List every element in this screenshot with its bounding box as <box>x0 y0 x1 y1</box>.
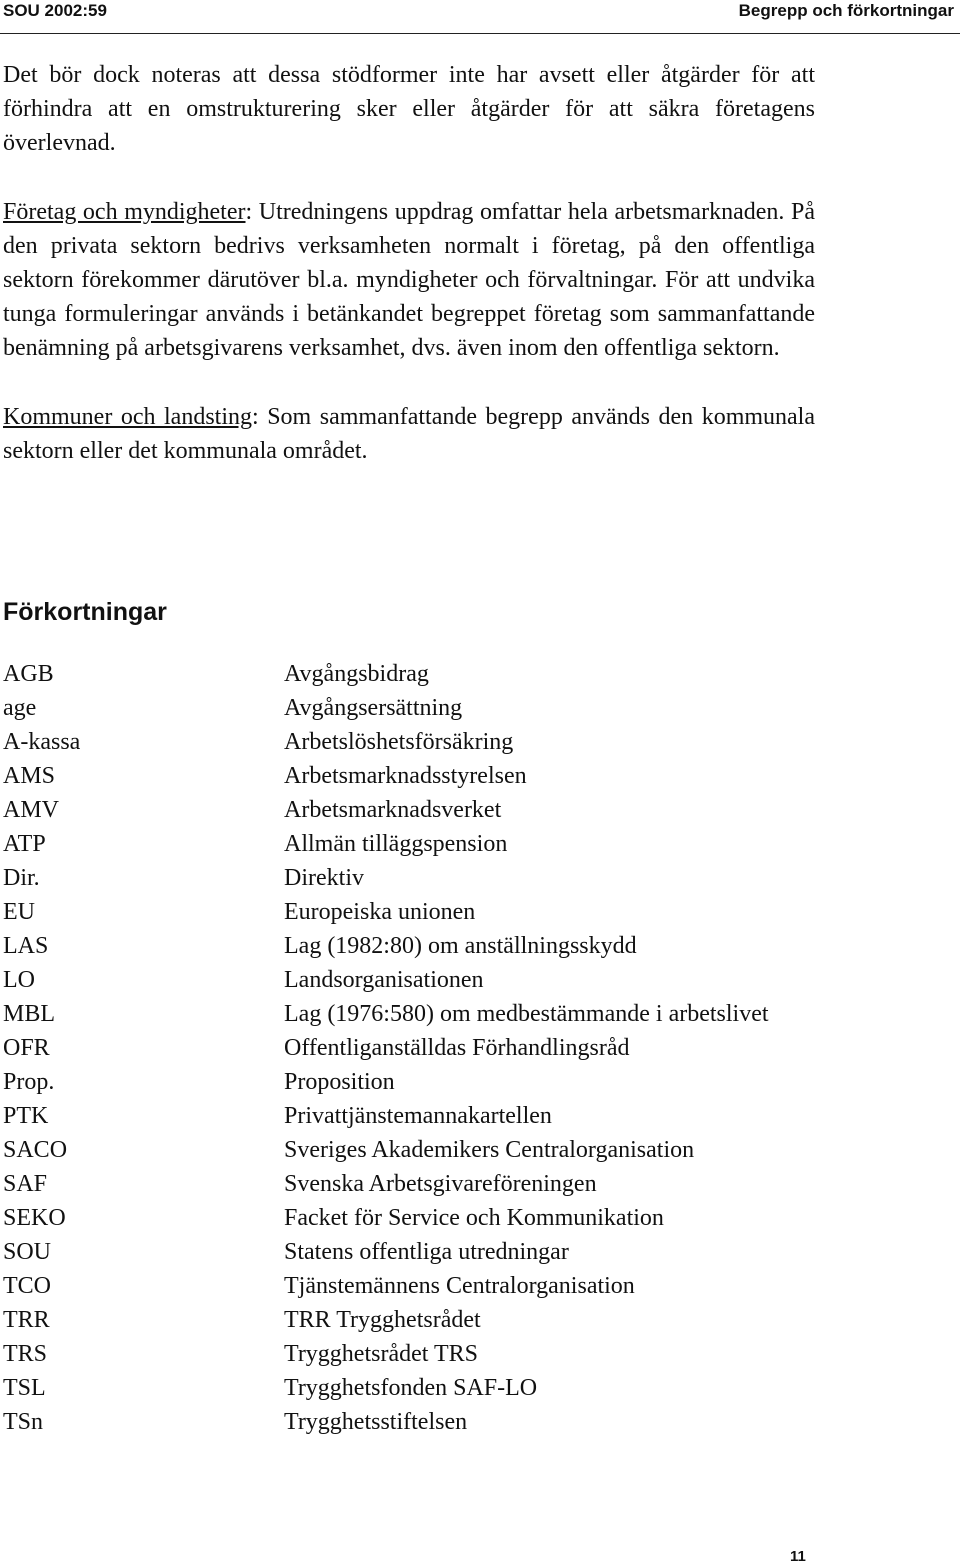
abbreviation-definition: Facket för Service och Kommunikation <box>284 1205 664 1231</box>
abbreviation-term: A-kassa <box>3 729 81 755</box>
abbreviation-definition: Arbetsmarknadsverket <box>284 797 502 823</box>
abbreviation-definition: Statens offentliga utredningar <box>284 1239 569 1265</box>
abbreviation-term: AMS <box>3 763 56 789</box>
abbreviation-term: Prop. <box>3 1069 55 1095</box>
abbreviation-term: AGB <box>3 661 54 687</box>
abbreviation-row <box>3 929 815 963</box>
abbreviation-row <box>3 657 815 691</box>
abbreviation-term: age <box>3 695 37 721</box>
abbreviation-definition: Arbetsmarknadsstyrelsen <box>284 763 527 789</box>
abbreviation-row <box>3 1133 815 1167</box>
term-municipalities: Kommuner och landsting <box>3 404 253 430</box>
abbreviation-term: SACO <box>3 1137 68 1163</box>
paragraph-support-note: Det bör dock noteras att dessa stödformer inte har avsett eller åtgärder för att förhindra att en omstrukturering sker eller åtgärder för att säkra företagens överlevnad. <box>3 62 815 156</box>
abbreviation-row <box>3 1269 815 1303</box>
abbreviation-definition: Europeiska unionen <box>284 899 476 925</box>
abbreviation-row <box>3 827 815 861</box>
abbreviation-definition: Tjänstemännens Centralorganisation <box>284 1273 635 1299</box>
abbreviation-row <box>3 997 815 1031</box>
abbreviation-term: TRS <box>3 1341 48 1367</box>
abbreviation-definition: Arbetslöshetsförsäkring <box>284 729 514 755</box>
abbreviation-term: PTK <box>3 1103 49 1129</box>
abbreviation-term: LO <box>3 967 35 993</box>
abbreviation-row <box>3 861 815 895</box>
page-number: 11 <box>790 1548 806 1565</box>
abbreviation-row <box>3 1167 815 1201</box>
abbreviation-definition: Offentliganställdas Förhandlingsråd <box>284 1035 630 1061</box>
abbreviation-row <box>3 963 815 997</box>
definition-companies-authorities: : Utredningens uppdrag omfattar hela arbetsmarknaden. På den privata sektorn bedrivs verksamheten normalt i företag, på den offentliga sektorn förekommer därutöver bl.a. myndigheter och förvaltningar. För att undvika tunga formuleringar används i betänkandet begreppet företag som sammanfattande benämning på arbetsgivarens verksamhet, dvs. även inom den offentliga sektorn. <box>3 199 815 361</box>
abbreviation-row <box>3 1371 815 1405</box>
abbreviation-definition: Svenska Arbetsgivareföreningen <box>284 1171 597 1197</box>
abbreviation-row <box>3 1405 815 1439</box>
paragraph-companies-authorities <box>3 195 815 365</box>
abbreviation-definition: Allmän tilläggspension <box>284 831 508 857</box>
abbreviation-row <box>3 1337 815 1371</box>
abbreviation-row <box>3 793 815 827</box>
abbreviation-term: SEKO <box>3 1205 66 1231</box>
abbreviation-term: EU <box>3 899 35 925</box>
abbreviation-row <box>3 1235 815 1269</box>
abbreviation-term: OFR <box>3 1035 50 1061</box>
abbreviation-definition: Direktiv <box>284 865 364 891</box>
abbreviation-definition: Avgångsersättning <box>284 695 463 721</box>
abbreviation-term: SAF <box>3 1171 48 1197</box>
abbreviation-definition: Privattjänstemannakartellen <box>284 1103 552 1129</box>
abbreviation-row <box>3 1065 815 1099</box>
abbreviation-term: TSL <box>3 1375 46 1401</box>
header-chapter-title: Begrepp och förkortningar <box>738 1 954 20</box>
abbreviation-row <box>3 1303 815 1337</box>
body-text <box>3 58 815 468</box>
abbreviation-term: SOU <box>3 1239 52 1265</box>
abbreviation-definition: Trygghetsfonden SAF-LO <box>284 1375 538 1401</box>
abbreviation-definition: Avgångsbidrag <box>284 661 429 687</box>
abbreviation-row <box>3 1099 815 1133</box>
abbreviation-list <box>3 657 815 1439</box>
section-title-abbreviations: Förkortningar <box>3 598 167 626</box>
paragraph-municipalities <box>3 400 815 468</box>
abbreviation-term: LAS <box>3 933 49 959</box>
abbreviation-row <box>3 1201 815 1235</box>
abbreviation-row <box>3 725 815 759</box>
abbreviation-term: ATP <box>3 831 46 857</box>
abbreviation-term: TCO <box>3 1273 51 1299</box>
abbreviation-term: TSn <box>3 1409 44 1435</box>
abbreviation-term: MBL <box>3 1001 56 1027</box>
abbreviation-row <box>3 759 815 793</box>
term-companies-authorities: Företag och myndigheter <box>3 199 246 225</box>
abbreviation-definition: Lag (1976:580) om medbestämmande i arbetslivet <box>284 1001 769 1027</box>
abbreviation-term: AMV <box>3 797 60 823</box>
abbreviation-definition: Proposition <box>284 1069 395 1095</box>
header-document-id: SOU 2002:59 <box>3 1 107 20</box>
abbreviation-definition: Sveriges Akademikers Centralorganisation <box>284 1137 695 1163</box>
abbreviation-definition: Trygghetsstiftelsen <box>284 1409 468 1435</box>
header-divider <box>0 33 960 34</box>
abbreviation-row <box>3 895 815 929</box>
abbreviation-term: TRR <box>3 1307 50 1333</box>
abbreviation-definition: Trygghetsrådet TRS <box>284 1341 479 1367</box>
abbreviation-term: Dir. <box>3 865 40 891</box>
abbreviation-row <box>3 1031 815 1065</box>
page-header <box>0 0 960 26</box>
definition-municipalities: : Som sammanfattande begrepp används den kommunala sektorn eller det kommunala området. <box>3 404 815 464</box>
abbreviation-row <box>3 691 815 725</box>
abbreviation-definition: Landsorganisationen <box>284 967 484 993</box>
abbreviation-definition: TRR Trygghetsrådet <box>284 1307 481 1333</box>
abbreviation-definition: Lag (1982:80) om anställningsskydd <box>284 933 637 959</box>
